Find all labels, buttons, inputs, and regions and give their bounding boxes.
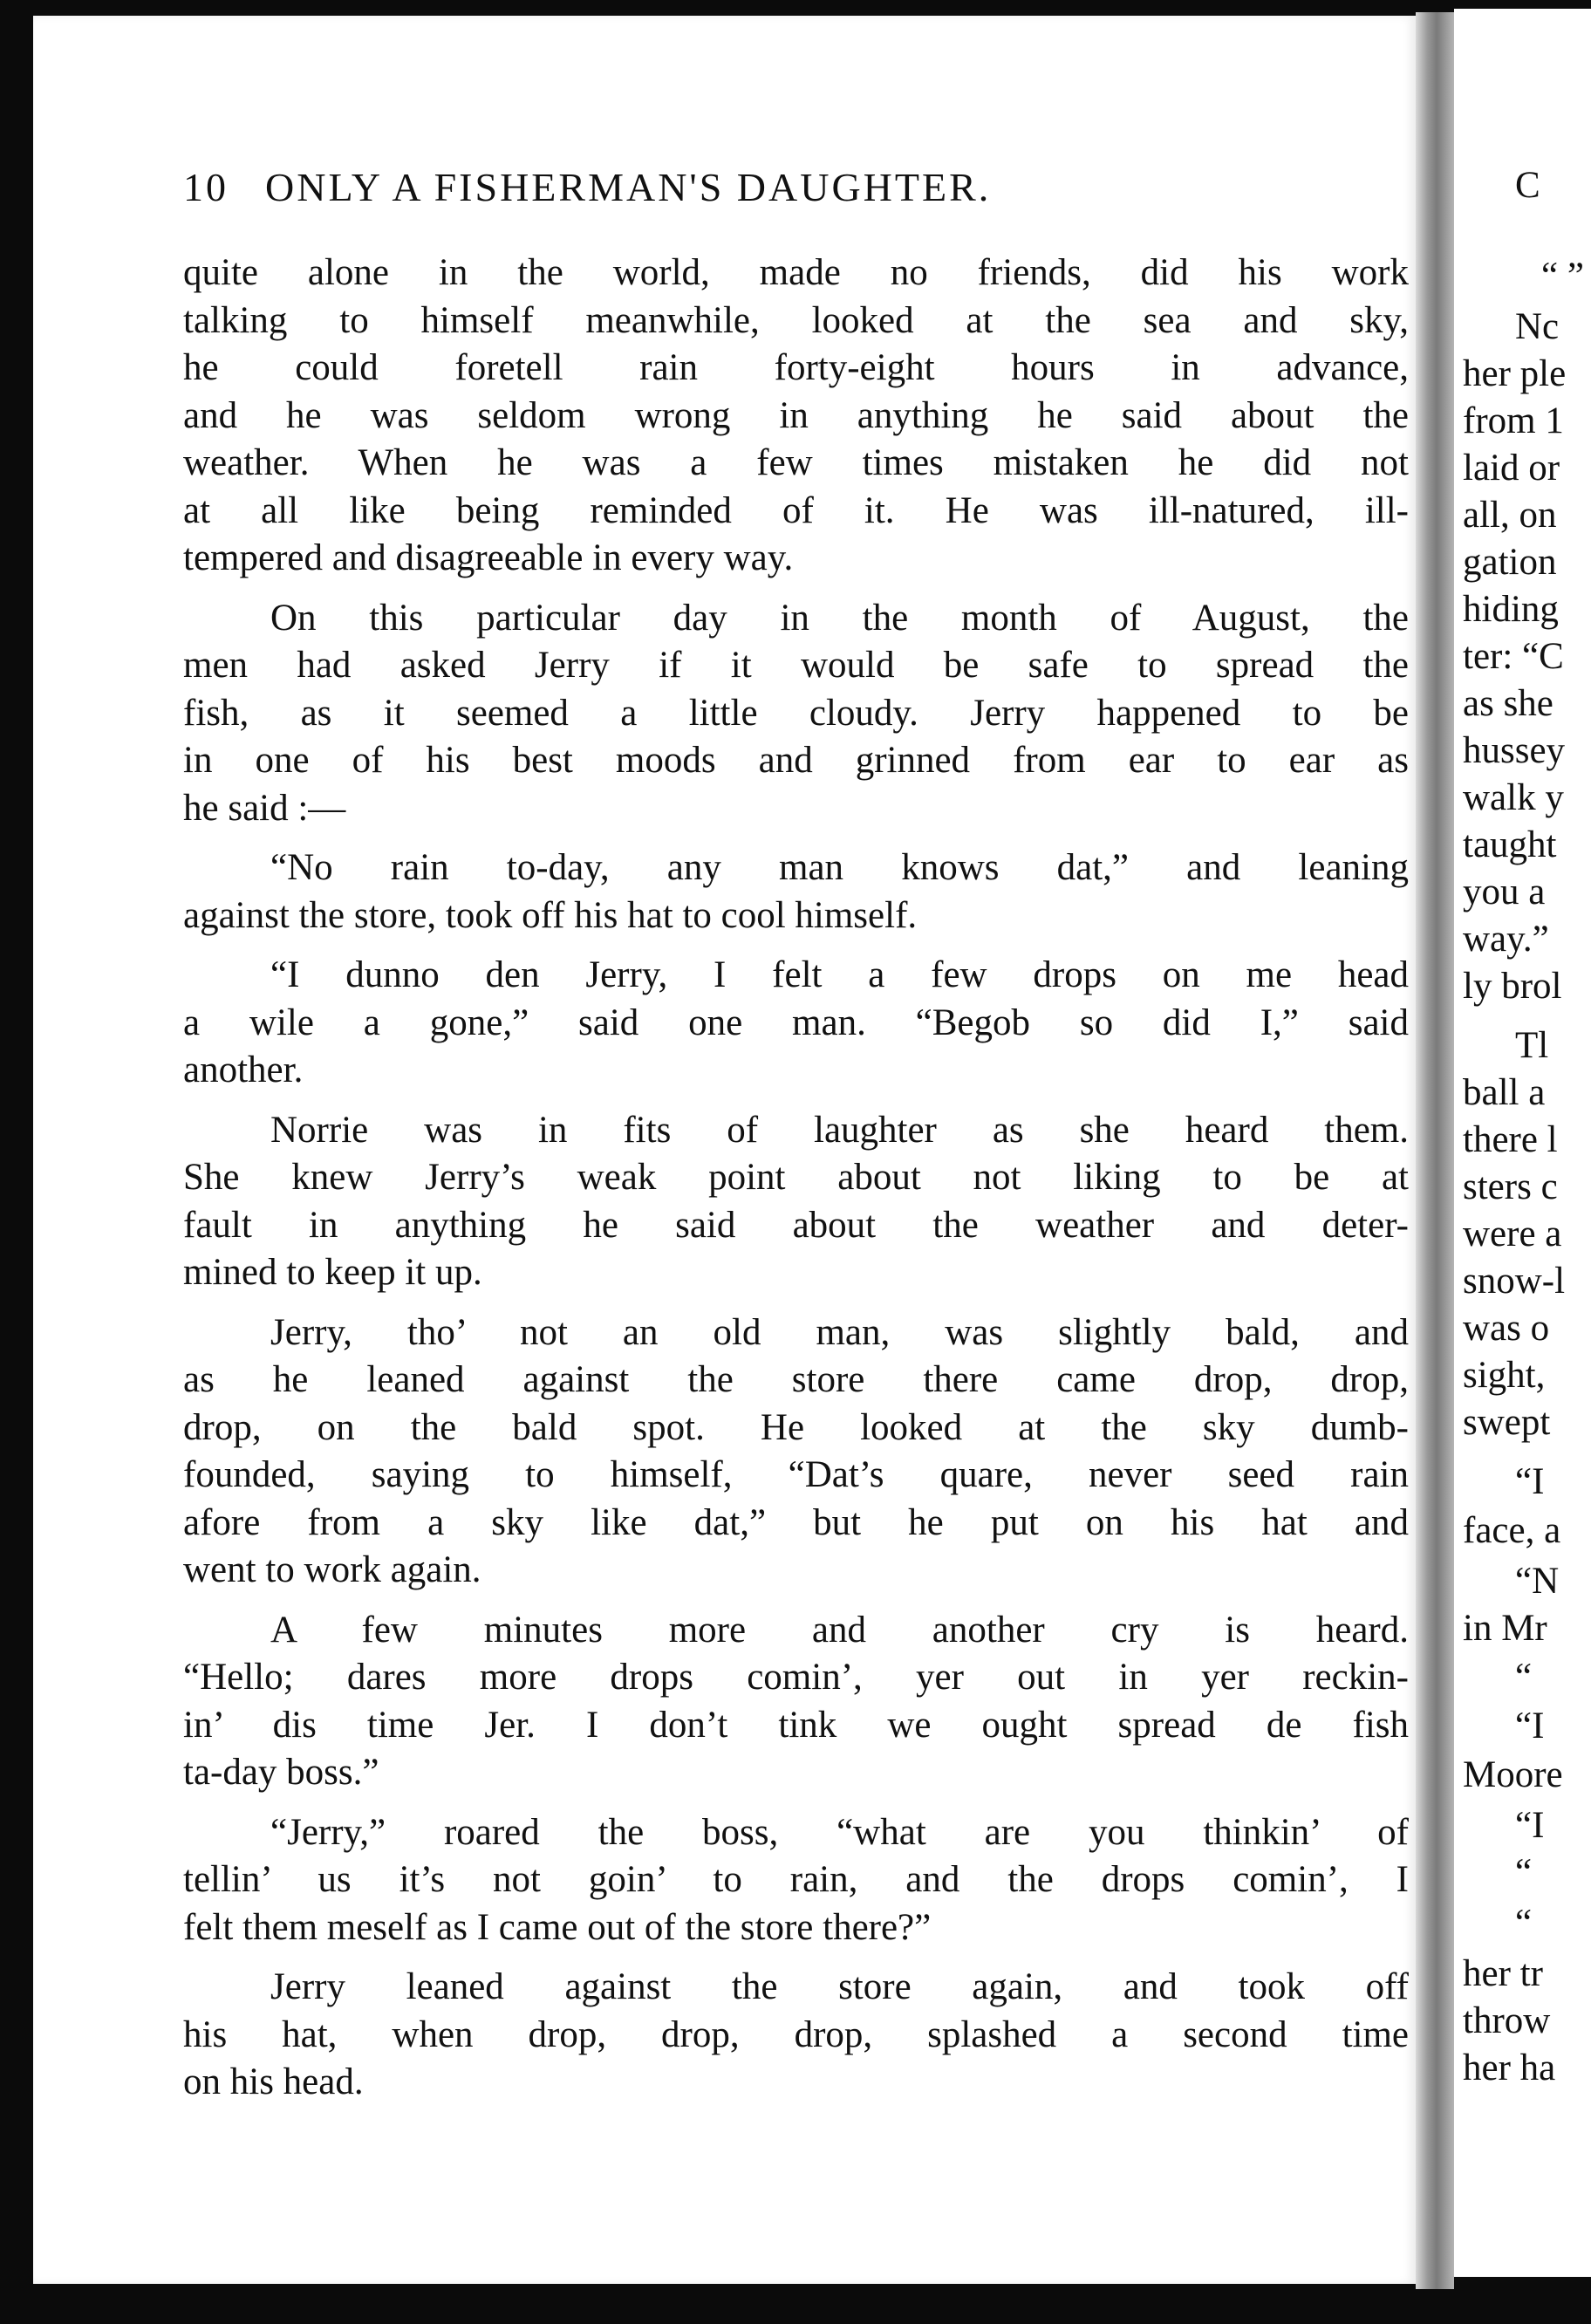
right-page-fragment: Moore xyxy=(1463,1754,1563,1795)
right-page-fragment: “ xyxy=(1515,1852,1533,1893)
right-page-fragment: “N xyxy=(1515,1561,1560,1602)
right-page-fragment: were a xyxy=(1463,1213,1562,1254)
text-line: “No rain to-day, any man knows dat,” and leaning xyxy=(270,847,1409,888)
paragraph xyxy=(183,844,1409,940)
right-page-fragment: “ xyxy=(1515,1657,1533,1698)
right-page-fragment: ter: “C xyxy=(1463,636,1564,677)
right-page-fragment: ball a xyxy=(1463,1072,1546,1113)
text-line: Jerry leaned against the store again, and took off xyxy=(270,1966,1409,2007)
paragraph xyxy=(183,1964,1409,2107)
right-page-fragment: hiding xyxy=(1463,589,1559,630)
text-line: A few minutes more and another cry is heard. xyxy=(270,1609,1409,1651)
text-line: afore from a sky like dat,” but he put on his hat and xyxy=(183,1501,1409,1543)
text-line: went to work again. xyxy=(183,1549,481,1590)
paragraph xyxy=(183,1607,1409,1797)
paragraph xyxy=(183,1309,1409,1595)
right-page-fragment: “I xyxy=(1515,1805,1545,1846)
right-page-fragment: swept xyxy=(1463,1402,1551,1443)
right-page-fragment: snow-l xyxy=(1463,1261,1566,1302)
text-line: men had asked Jerry if it would be safe to spread the xyxy=(183,645,1409,686)
text-line: and he was seldom wrong in anything he said about the xyxy=(183,394,1409,436)
text-line: in one of his best moods and grinned from ear to ear as xyxy=(183,740,1409,781)
text-line: On this particular day in the month of August, the xyxy=(270,597,1409,639)
right-page-fragment: “ ” xyxy=(1541,256,1584,297)
paragraph xyxy=(183,249,1409,583)
text-line: against the store, took off his hat to cool himself. xyxy=(183,894,918,936)
text-line: on his head. xyxy=(183,2061,364,2102)
text-line: Jerry, tho’ not an old man, was slightly bald, and xyxy=(270,1311,1409,1353)
text-line: felt them meself as I came out of the store there?” xyxy=(183,1906,932,1948)
right-page-fragment: ly brol xyxy=(1463,966,1562,1007)
book-gutter xyxy=(1416,12,1454,2289)
paragraph xyxy=(183,595,1409,833)
right-page-fragment: was o xyxy=(1463,1308,1550,1349)
text-line: ta-day boss.” xyxy=(183,1752,379,1793)
text-line: talking to himself meanwhile, looked at the sea and sky, xyxy=(183,299,1409,341)
text-line: weather. When he was a few times mistaken he did not xyxy=(183,442,1409,483)
text-line: he said :— xyxy=(183,787,346,829)
text-line: a wile a gone,” said one man. “Begob so did I,” said xyxy=(183,1001,1409,1043)
text-line: fault in anything he said about the weather and deter- xyxy=(183,1204,1409,1246)
text-line: founded, saying to himself, “Dat’s quare, never seed rain xyxy=(183,1454,1409,1495)
right-page-fragment: taught xyxy=(1463,824,1557,865)
right-page-fragment: Tl xyxy=(1515,1025,1549,1066)
text-line: tellin’ us it’s not goin’ to rain, and the drops comin’, I xyxy=(183,1859,1409,1900)
text-line: “Hello; dares more drops comin’, yer out in yer reckin- xyxy=(183,1657,1409,1698)
text-line: at all like being reminded of it. He was ill-natured, ill- xyxy=(183,489,1409,531)
right-page-fragment: from 1 xyxy=(1463,400,1564,441)
right-page-fragment: her ha xyxy=(1463,2047,1556,2088)
text-line: drop, on the bald spot. He looked at the sky dumb- xyxy=(183,1406,1409,1448)
running-title: ONLY A FISHERMAN'S DAUGHTER. xyxy=(265,165,992,209)
text-line: She knew Jerry’s weak point about not liking to be at xyxy=(183,1157,1409,1198)
paragraph xyxy=(183,1107,1409,1297)
text-line: quite alone in the world, made no friends, did his work xyxy=(183,252,1409,293)
text-line: his hat, when drop, drop, drop, splashed a second time xyxy=(183,2013,1409,2055)
right-page-fragment: there l xyxy=(1463,1119,1558,1160)
running-header xyxy=(183,164,1404,210)
text-line: fish, as it seemed a little cloudy. Jerry happened to be xyxy=(183,692,1409,734)
text-line: in’ dis time Jer. I don’t tink we ought spread de fish xyxy=(183,1704,1409,1746)
right-page-fragment: throw xyxy=(1463,2000,1551,2041)
right-page-fragment: sight, xyxy=(1463,1355,1546,1396)
right-page-fragment: hussey xyxy=(1463,730,1566,771)
text-line: “Jerry,” roared the boss, “what are you thinkin’ of xyxy=(270,1811,1409,1853)
page-number: 10 xyxy=(183,165,229,209)
paragraph xyxy=(183,1809,1409,1952)
text-line: Norrie was in fits of laughter as she heard them. xyxy=(270,1109,1409,1151)
right-page-fragment: her ple xyxy=(1463,353,1567,394)
right-page-fragment: laid or xyxy=(1463,448,1560,489)
text-line: as he leaned against the store there came drop, drop, xyxy=(183,1359,1409,1400)
right-page-edge xyxy=(1454,9,1591,2277)
right-page-fragment: Nc xyxy=(1515,306,1560,347)
right-page-fragment: gation xyxy=(1463,542,1557,583)
right-page-fragment: C xyxy=(1515,165,1540,206)
body-text xyxy=(183,249,1409,2119)
text-line: “I dunno den Jerry, I felt a few drops on me head xyxy=(270,954,1409,995)
right-page-fragment: you a xyxy=(1463,872,1546,913)
right-page-fragment: all, on xyxy=(1463,495,1557,536)
right-page-fragment: “I xyxy=(1515,1461,1545,1502)
text-line: mined to keep it up. xyxy=(183,1252,482,1293)
right-page-fragment: walk y xyxy=(1463,777,1564,818)
text-line: he could foretell rain forty-eight hours in advance, xyxy=(183,347,1409,388)
paragraph xyxy=(183,952,1409,1095)
right-page-fragment: “I xyxy=(1515,1705,1545,1746)
right-page-fragment: “ xyxy=(1515,1903,1533,1944)
right-page-fragment: as she xyxy=(1463,683,1553,724)
right-page-fragment: way.” xyxy=(1463,919,1549,960)
right-page-fragment: sters c xyxy=(1463,1166,1558,1207)
text-line: another. xyxy=(183,1049,304,1090)
right-page-fragment: face, a xyxy=(1463,1510,1561,1551)
right-page-fragment: in Mr xyxy=(1463,1608,1547,1649)
text-line: tempered and disagreeable in every way. xyxy=(183,537,794,578)
right-page-fragment: her tr xyxy=(1463,1953,1543,1994)
